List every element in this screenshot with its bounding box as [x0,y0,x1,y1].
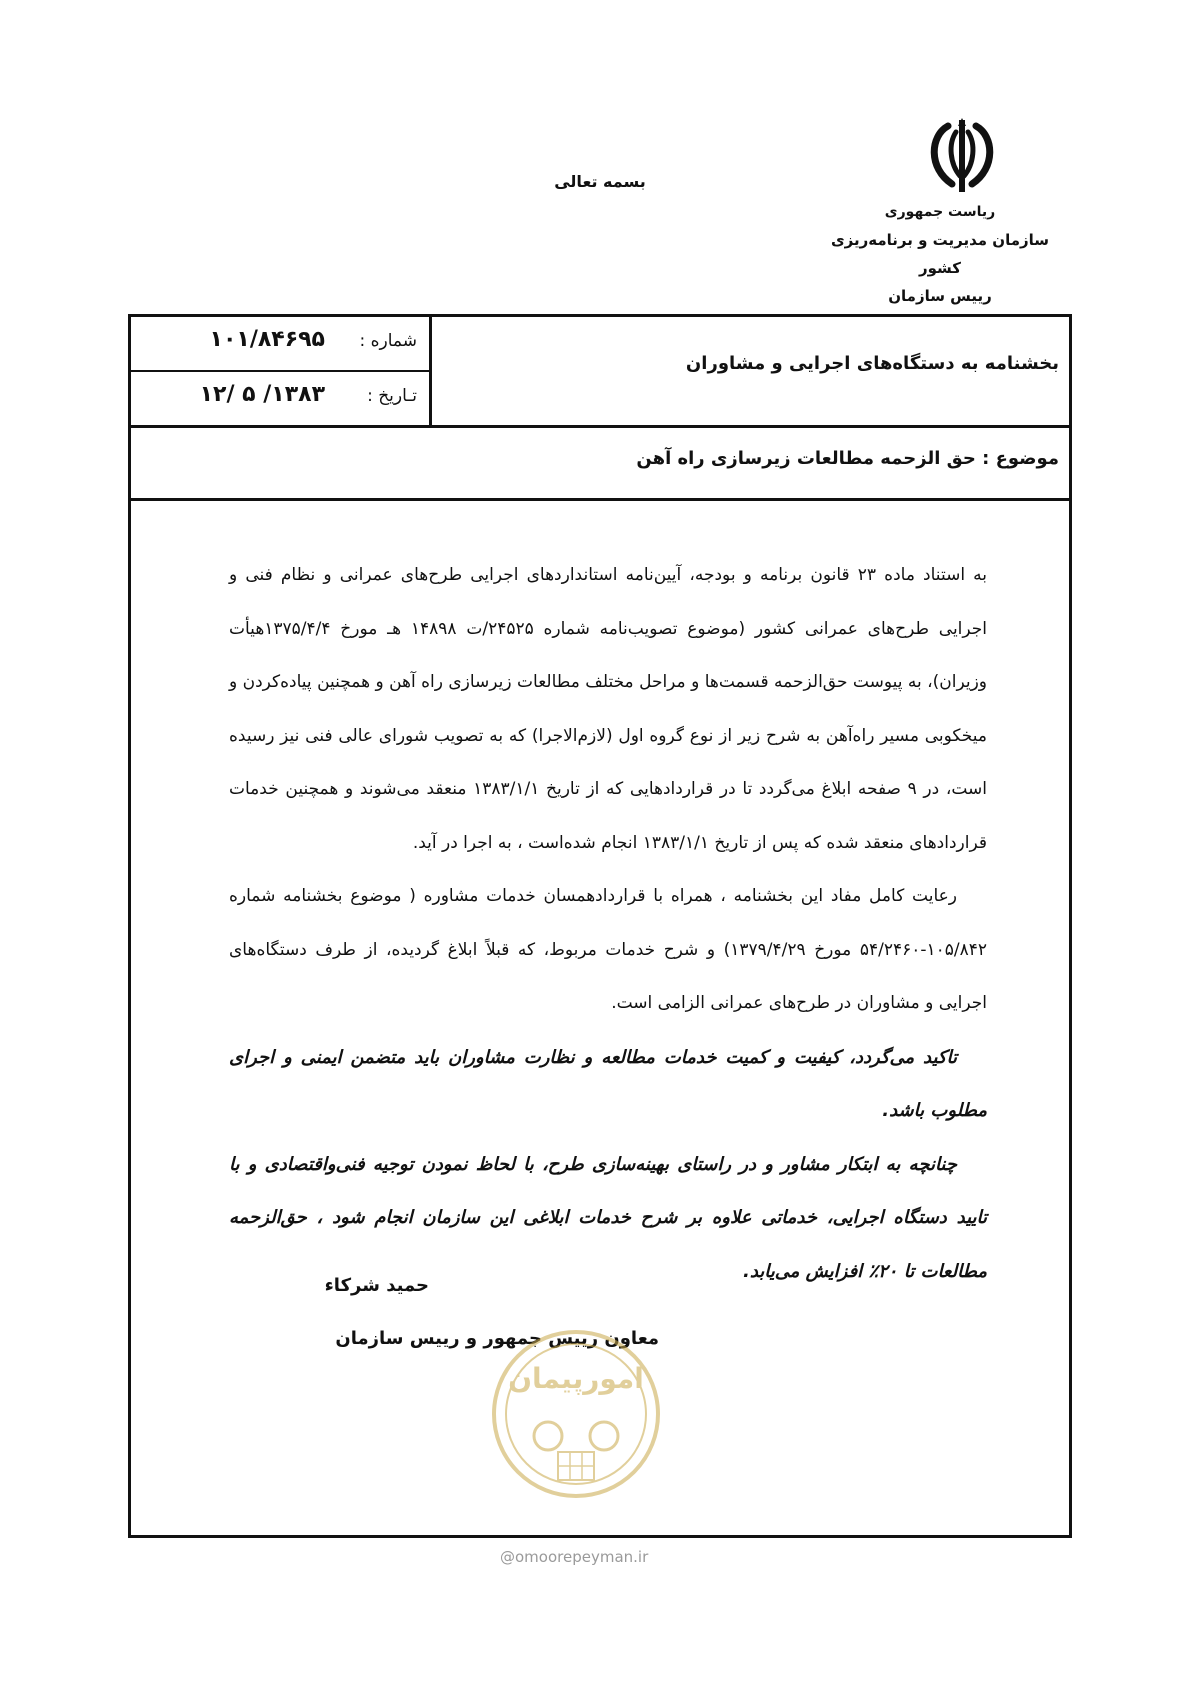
subject-row [131,428,1069,501]
issuer-line-presidency: ریاست جمهوری [884,204,996,220]
number-label: شماره : [359,331,417,351]
basmala: بسمه تعالی [554,172,646,191]
iran-emblem-icon [918,118,1006,198]
signatory-title: معاون رییس جمهور و رییس سازمان [335,1328,659,1349]
body-paragraph-4: چنانچه به ابتکار مشاور و در راستای بهینه‌سازی طرح، با لحاظ نمودن توجیه فنی‌واقتصادی و با تایید دستگاه اجرایی، خدماتی علاوه بر شرح خدمات ابلاغی این سازمان انجام شود ، حق‌الزحمه مطالعات تا ۲۰٪ افزایش می‌یابد. [229,1153,987,1282]
issuer-line-organization: سازمان مدیریت و برنامه‌ریزی کشور [830,231,1050,277]
source-watermark: @omoorepeyman.ir [500,1548,649,1566]
recipient-line: بخشنامه به دستگاه‌های اجرایی و مشاوران [685,353,1059,374]
date-value: ۱۳۸۳/ ۵ /۱۲ [199,382,325,407]
body-paragraph-1: به استناد ماده ۲۳ قانون برنامه و بودجه، آیین‌نامه استانداردهای اجرایی طرح‌های عمرانی و نظام فنی و اجرایی طرح‌های عمرانی کشور (موضوع تصویب‌نامه شماره ۲۴۵۲۵/ت ۱۴۸۹۸ هـ مورخ ۱۳۷۵/۴/۴هیأت وزیران)، به پیوست حق‌الزحمه قسمت‌ها و مراحل مختلف مطالعات زیرسازی راه آهن و همچنین پیاده‌کردن و میخکوبی مسیر راه‌آهن به شرح زیر از نوع گروه اول (لازم‌الاجرا) که به تصویب شورای عالی فنی نیز رسیده است، در ۹ صفحه ابلاغ می‌گردد تا در قراردادهایی که از تاریخ ۱۳۸۳/۱/۱ منعقد می‌شوند و همچنین خدمات قراردادهای منعقد شده که پس از تاریخ ۱۳۸۳/۱/۱ انجام شده‌است ، به اجرا در آید. [229,565,988,853]
header-row [131,317,1069,428]
body-paragraph-3: تاکید می‌گردد، کیفیت و کمیت خدمات مطالعه و نظارت مشاوران باید متضمن ایمنی و اجرای مطلوب باشد. [229,1046,987,1121]
issuer-line-head: رییس سازمان [888,287,992,305]
date-label: تـاریخ : [367,386,417,406]
signatory-name: حمید شرکاء [324,1275,429,1296]
svg-text:امورپیمان: امورپیمان [508,1362,644,1395]
number-row [131,317,429,372]
date-row [131,372,429,425]
body-paragraph-2: رعایت کامل مفاد این بخشنامه ، همراه با قراردادهمسان خدمات مشاوره ( موضوع بخشنامه شماره ۱۰۵/۸۴۲-۵۴/۲۴۶۰ مورخ ۱۳۷۹/۴/۲۹) و شرح خدمات مربوط، که قبلاً ابلاغ گردیده، از طرف دستگاه‌های اجرایی و مشاوران در طرح‌های عمرانی الزامی است. [229,886,987,1013]
issuer-block [810,198,1070,310]
number-value: ۱۰۱/۸۴۶۹۵ [209,327,325,352]
organization-seal [488,1326,664,1502]
letter-body [229,549,987,1298]
reference-box [131,317,432,425]
subject-line: موضوع : حق الزحمه مطالعات زیرسازی راه آهن [636,448,1059,469]
